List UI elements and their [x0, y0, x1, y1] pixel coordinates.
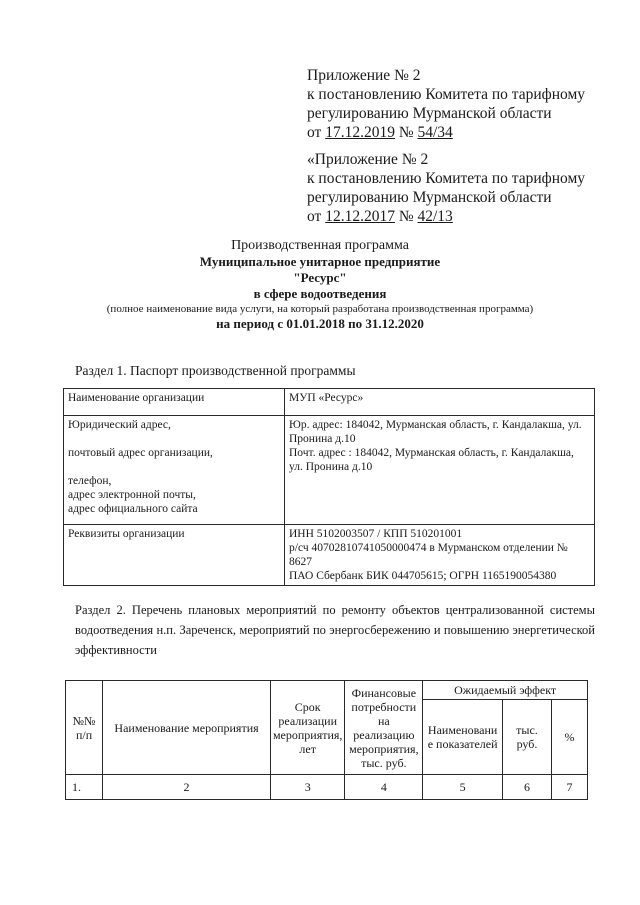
title-line4: в сфере водоотведения: [253, 286, 387, 301]
table-row: [66, 681, 588, 700]
appendix-current-date-line: [307, 123, 585, 142]
value-postal-address: Почт. адрес : 184042, Мурманская область, г. Кандалакша, ул. Пронина д.10: [289, 447, 574, 473]
header-indicator: Наименовани е показателей: [423, 700, 503, 775]
header-percent: %: [551, 700, 587, 775]
appendix-current-number: 54/34: [417, 124, 453, 141]
value-legal-address: Юр. адрес: 184042, Мурманская область, г. Кандалакша, ул. Пронина д.10: [289, 419, 582, 445]
section2-heading: Раздел 2. Перечень плановых мероприятий по ремонту объектов централизованной системы водоотведения н.п. Зареченск, мероприятий по энергосбережению и повышению энергетической эффективности: [75, 603, 595, 657]
appendix-current-date: 17.12.2019: [325, 124, 395, 141]
section1-heading: Раздел 1. Паспорт производственной программы: [75, 363, 356, 378]
appendix-current-number-prefix: №: [394, 124, 418, 141]
appendix-current-line1: Приложение № 2: [307, 67, 421, 84]
appendix-previous-date: 12.12.2017: [325, 208, 395, 225]
passport-value-name: МУП «Ресурс»: [285, 389, 595, 416]
appendix-current-date-prefix: от: [307, 124, 326, 141]
label-site: адрес официального сайта: [68, 503, 198, 515]
title-line3: "Ресурс": [293, 270, 347, 285]
col-number-7: 7: [551, 775, 587, 800]
appendix-previous-date-line: [307, 207, 585, 226]
header-thousand-rub: тыс. руб.: [503, 700, 552, 775]
appendix-current-line3: регулированию Мурманской области: [307, 105, 552, 122]
label-email: адрес электронной почты,: [68, 489, 196, 501]
requisites-bank: ПАО Сбербанк БИК 044705615; ОГРН 1165190054380: [289, 570, 557, 582]
appendix-previous-number: 42/13: [417, 208, 453, 225]
table-row: [64, 525, 595, 586]
passport-value-address: [285, 416, 595, 525]
col-number-6: 6: [503, 775, 552, 800]
appendix-current: [307, 66, 585, 142]
program-title: [0, 238, 640, 332]
passport-value-requisites: [285, 525, 595, 586]
label-legal-address: Юридический адрес,: [68, 419, 171, 431]
title-line5: (полное наименование вида услуги, на который разработана производственная программа): [106, 303, 534, 315]
label-postal-address: почтовый адрес организации,: [68, 447, 213, 459]
passport-label-name: Наименование организации: [64, 389, 285, 416]
col-number-5: 5: [423, 775, 503, 800]
requisites-account: р/сч 40702810741050000474 в Мурманском отделении № 8627: [289, 542, 568, 568]
passport-table: [63, 388, 595, 586]
measures-table: [65, 680, 588, 800]
col-number-3: 3: [270, 775, 344, 800]
appendix-previous-line2: к постановлению Комитета по тарифному: [307, 170, 586, 187]
title-line6: на период с 01.01.2018 по 31.12.2020: [216, 316, 424, 331]
label-phone: телефон,: [68, 475, 112, 487]
appendix-previous-date-prefix: от: [307, 208, 326, 225]
col-number-1: 1.: [66, 775, 103, 800]
requisites-inn: ИНН 5102003507 / КПП 510201001: [289, 528, 463, 540]
passport-label-requisites: Реквизиты организации: [64, 525, 285, 586]
header-finance: Финансовые потребности на реализацию мероприятия, тыс. руб.: [345, 681, 423, 775]
appendix-previous: [307, 150, 585, 226]
col-number-4: 4: [345, 775, 423, 800]
appendix-previous-line3: регулированию Мурманской области: [307, 189, 552, 206]
title-line1: Производственная программа: [231, 238, 409, 253]
appendix-previous-line1: «Приложение № 2: [307, 151, 429, 168]
appendix-current-line2: к постановлению Комитета по тарифному: [307, 86, 586, 103]
title-line2: Муниципальное унитарное предприятие: [199, 254, 441, 269]
appendix-previous-number-prefix: №: [394, 208, 418, 225]
col-number-2: 2: [103, 775, 271, 800]
passport-label-address: [64, 416, 285, 525]
table-row: [64, 416, 595, 525]
table-row: [64, 389, 595, 416]
header-effect: Ожидаемый эффект: [423, 681, 588, 700]
table-row: [66, 775, 588, 800]
header-name: Наименование мероприятия: [103, 681, 271, 775]
header-num: №№ п/п: [66, 681, 103, 775]
header-term: Срок реализации мероприятия, лет: [270, 681, 344, 775]
